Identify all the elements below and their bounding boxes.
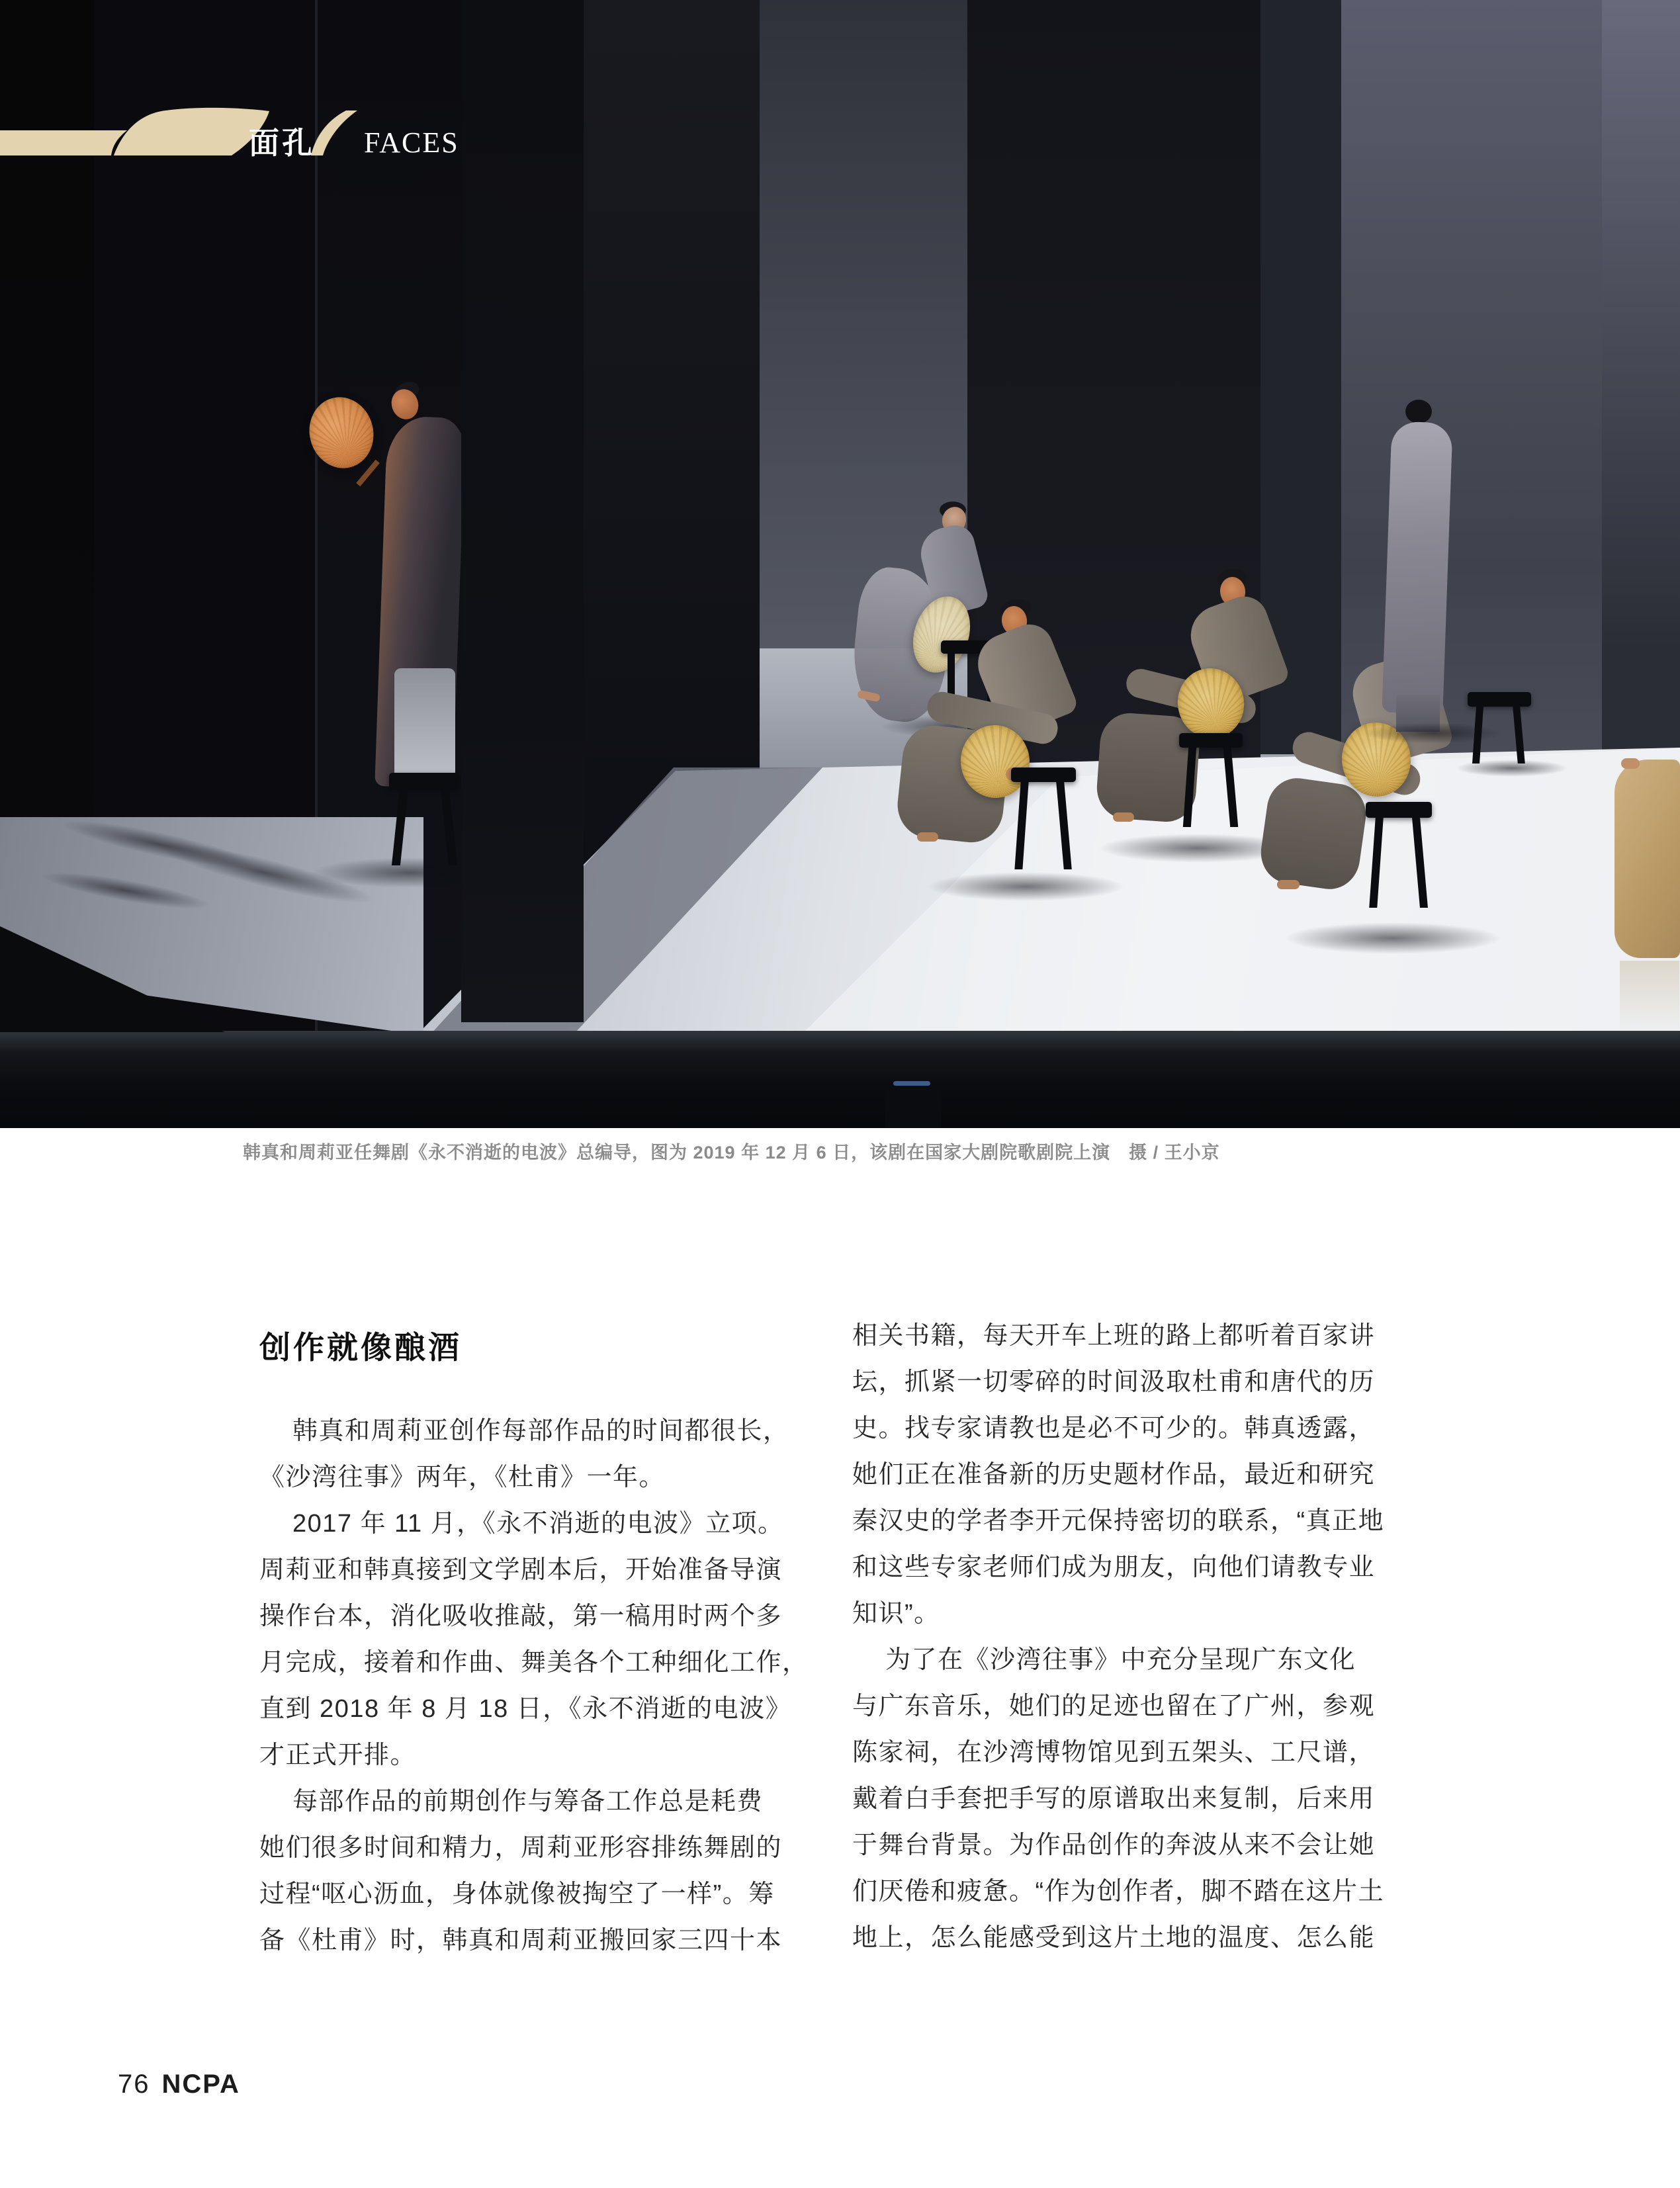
stool-shadow xyxy=(1456,760,1568,777)
text-line: 直到 2018 年 8 月 18 日，《永不消逝的电波》 xyxy=(259,1695,792,1723)
text-line: 备《杜甫》时，韩真和周莉亚搬回家三四十本 xyxy=(259,1927,783,1954)
section-label-en: FACES xyxy=(364,126,459,159)
stage-monitor-silhouette xyxy=(885,1084,941,1128)
text-line: 陈家祠，在沙湾博物馆见到五架头、工尺谱， xyxy=(852,1739,1376,1767)
page-number: 76 xyxy=(118,2070,150,2099)
photo-caption: 韩真和周莉亚任舞剧《永不消逝的电波》总编导，图为 2019 年 12 月 6 日，该剧在国家大剧院歌剧院上演 摄 / 王小京 xyxy=(243,1143,1220,1162)
dancer-reflection xyxy=(1620,961,1679,1033)
text-line: 地上，怎么能感受到这片土地的温度、怎么能 xyxy=(852,1924,1376,1952)
text-line: 韩真和周莉亚创作每部作品的时间都很长， xyxy=(292,1417,789,1445)
text-line: 每部作品的前期创作与筹备工作总是耗费 xyxy=(292,1788,764,1816)
logo-dome xyxy=(114,108,269,155)
text-line: 坛，抓紧一切零碎的时间汲取杜甫和唐代的历 xyxy=(852,1368,1376,1396)
dancer-hair-bun xyxy=(1405,400,1432,423)
magazine-name: NCPA xyxy=(161,2070,240,2099)
slab-edge-right xyxy=(1602,0,1680,761)
text-line: 知识”。 xyxy=(852,1600,940,1628)
stage-front-band xyxy=(0,1031,1680,1128)
dancer-body-tan xyxy=(1614,760,1680,958)
text-line: 与广东音乐，她们的足迹也留在了广州，参观 xyxy=(852,1692,1376,1720)
logo-bar xyxy=(0,130,127,155)
dancer-skirt xyxy=(394,668,455,787)
text-line: 戴着白手套把手写的原谱取出来复制，后来用 xyxy=(852,1785,1376,1813)
dancer-foot xyxy=(1113,812,1134,822)
stool-seat xyxy=(1366,802,1432,818)
text-line: 们厌倦和疲惫。“作为创作者，脚不踏在这片土 xyxy=(852,1878,1385,1905)
text-line: 相关书籍，每天开车上班的路上都听着百家讲 xyxy=(852,1322,1376,1350)
stool-seat xyxy=(1468,692,1531,707)
text-line: 2017 年 11 月，《永不消逝的电波》立项。 xyxy=(292,1510,784,1538)
text-line: 过程“呕心沥血，身体就像被掏空了一样”。筹 xyxy=(259,1880,775,1908)
page-footer xyxy=(118,2070,240,2099)
stool-seat xyxy=(1179,733,1243,748)
dancer-hand xyxy=(1621,758,1640,769)
text-line: 才正式开排。 xyxy=(259,1741,417,1769)
text-line: 和这些专家老师们成为朋友，向他们请教专业 xyxy=(852,1553,1376,1581)
stool-seat xyxy=(389,773,459,789)
monitor-glow xyxy=(893,1081,930,1086)
logo-swoosh xyxy=(311,110,357,155)
text-line: 操作台本，消化吸收推敲，第一稿用时两个多 xyxy=(259,1602,783,1630)
section-logo xyxy=(0,99,476,192)
text-line: 月完成，接着和作曲、舞美各个工种细化工作， xyxy=(259,1649,809,1677)
text-line: 她们正在准备新的历史题材作品，最近和研究 xyxy=(852,1461,1376,1489)
dancer-body xyxy=(1382,421,1452,715)
dancer-skirt-drape xyxy=(1257,774,1370,893)
text-line: 《沙湾往事》两年，《杜甫》一年。 xyxy=(259,1464,666,1491)
section-label-cn: 面孔 xyxy=(249,126,315,160)
stool-seat xyxy=(1011,767,1076,782)
text-line: 史。找专家请教也是必不可少的。韩真透露， xyxy=(852,1415,1376,1442)
dancer-foot xyxy=(917,832,938,842)
text-line: 于舞台背景。为作品创作的奔波从来不会让她 xyxy=(852,1831,1376,1859)
text-line: 为了在《沙湾往事》中充分呈现广东文化 xyxy=(885,1646,1356,1674)
slab-foreground-edge xyxy=(461,0,584,1022)
slab-gray-right xyxy=(1341,0,1602,758)
article-section-title: 创作就像酿酒 xyxy=(259,1330,462,1365)
text-line: 周莉亚和韩真接到文学剧本后，开始准备导演 xyxy=(259,1556,783,1584)
article-column-left xyxy=(259,1408,828,1964)
dancer-shadow xyxy=(926,872,1125,901)
dancer-shadow xyxy=(1284,922,1502,954)
dancer-foot xyxy=(1277,880,1300,889)
article-column-right xyxy=(852,1313,1421,1961)
text-line: 秦汉史的学者李开元保持密切的联系，“真正地 xyxy=(852,1507,1385,1535)
text-line: 她们很多时间和精力，周莉亚形容排练舞剧的 xyxy=(259,1834,783,1862)
